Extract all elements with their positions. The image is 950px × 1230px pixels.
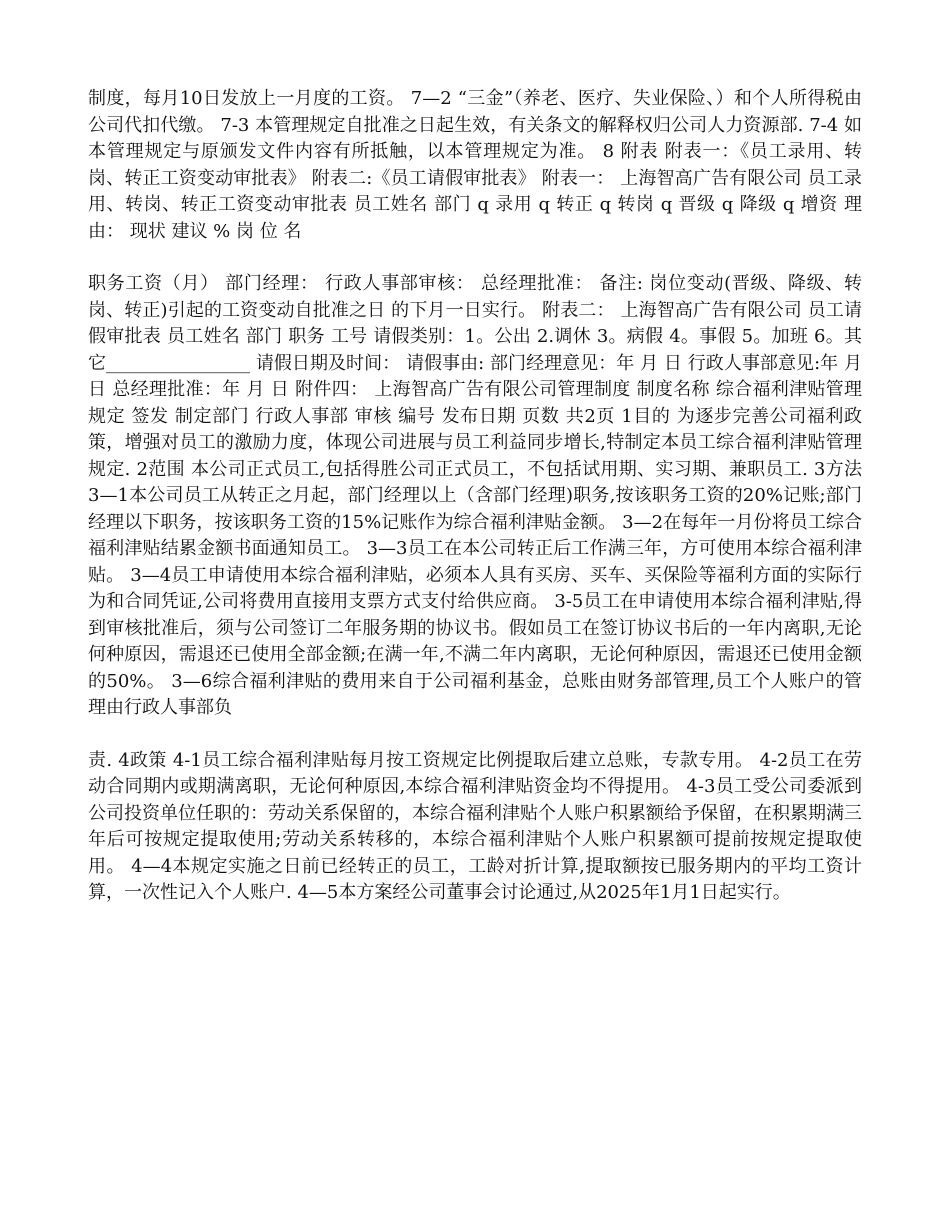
paragraph-welfare-policy: 责. 4政策 4-1员工综合福利津贴每月按工资规定比例提取后建立总账，专款专用。 4-2员工在劳动合同期内或期满离职，无论何种原因,本综合福利津贴资金均不得提用。 4-3员工受公司委派到公司投资单位任职的：劳动关系保留的，本综合福利津贴个人账户积累额给予保留，在积累期满三年后可按规定提取使用;劳动关系转移的，本综合福利津贴个人账户积累额可提前按规定提取使用。 4—4本规定实施之日前已经转正的员工，工龄对折计算,提取额按已服务期内的平均工资计算，一次性记入个人账户. 4—5本方案经公司董事会讨论通过,从2025年1月1日起实行。 <box>88 749 862 903</box>
paragraph-leave-form-and-welfare-rules: 职务工资（月） 部门经理： 行政人事部审核： 总经理批准： 备注: 岗位变动(晋级、降级、转岗、转正)引起的工资变动自批准之日 的下月一日实行。 附表二： 上海智高广告有限公司 员工请假审批表 员工姓名 部门 职务 工号 请假类别：1。公出 2.调休 3。病假 4。事假 5。加班 6。其它________________ 请假日期及时间： 请假事由: 部门经理意见：年 月 日 行政人事部意见:年 月 日 总经理批准：年 月 日 附件四： 上海智高广告有限公司管理制度 制度名称 综合福利津贴管理规定 签发 制定部门 行政人事部 审核 编号 发布日期 页数 共2页 1目的 为逐步完善公司福利政策，增强对员工的激励力度，体现公司进展与员工利益同步增长,特制定本员工综合福利津贴管理规定. 2范围 本公司正式员工,包括得胜公司正式员工，不包括试用期、实习期、兼职员工. 3方法 3—1本公司员工从转正之月起，部门经理以上（含部门经理)职务,按该职务工资的20%记账;部门经理以下职务，按该职务工资的15%记账作为综合福利津贴金额。 3—2在每年一月份将员工综合福利津贴结累金额书面通知员工。 3—3员工在本公司转正后工作满三年，方可使用本综合福利津贴。 3—4员工申请使用本综合福利津贴，必须本人具有买房、买车、买保险等福利方面的实际行为和合同凭证,公司将费用直接用支票方式支付给供应商。 3-5员工在申请使用本综合福利津贴,得到审核批准后，须与公司签订二年服务期的协议书。假如员工在签订协议书后的一年内离职,无论何种原因，需退还已使用全部金额;在满一年,不满二年内离职，无论何种原因，需退还已使用金额的50%。 3—6综合福利津贴的费用来自于公司福利基金，总账由财务部管理,员工个人账户的管理由行政人事部负 <box>88 273 862 718</box>
paragraph-regulations-end-and-appendix-1: 制度，每月10日发放上一月度的工资。 7—2 “三金”（养老、医疗、失业保险、）和个人所得税由公司代扣代缴。 7-3 本管理规定自批准之日起生效，有关条文的解释权归公司人力资源部. 7-4 如本管理规定与原颁发文件内容有所抵触，以本管理规定为准。 8 附表 附表一：《员工录用、转岗、转正工资变动审批表》 附表二:《员工请假审批表》 附表一： 上海智高广告有限公司 员工录用、转岗、转正工资变动审批表 员工姓名 部门 q 录用 q 转正 q 转岗 q 晋级 q 降级 q 增资 理由： 现状 建议 % 岗 位 名 <box>88 88 862 242</box>
